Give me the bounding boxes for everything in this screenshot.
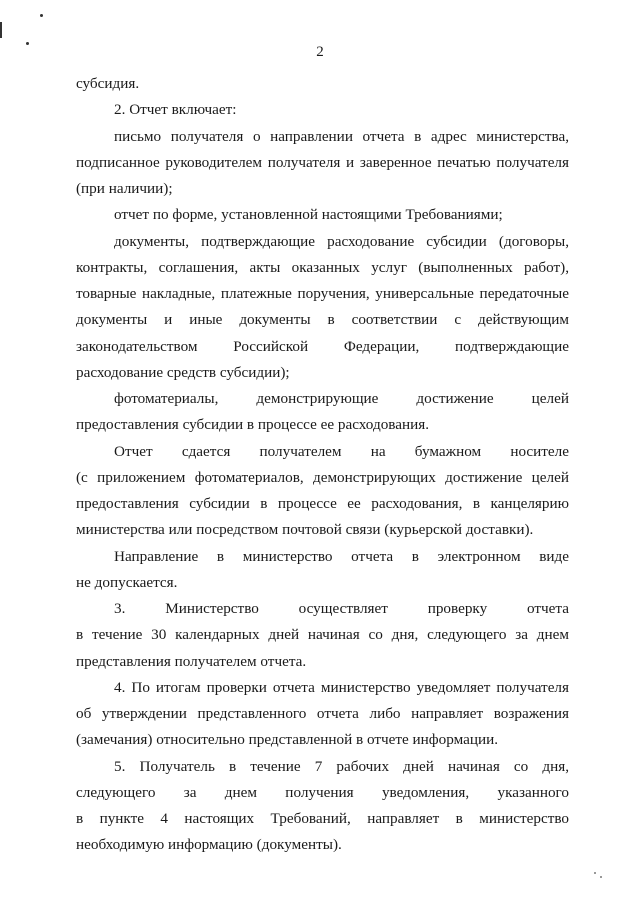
scan-edge-mark xyxy=(0,22,2,38)
text-line: 4. По итогам проверки отчета министерство уведомляет получателя xyxy=(114,679,569,696)
page-number: 2 xyxy=(316,44,324,60)
text-line: законодательством Российской Федерации, подтверждающие xyxy=(76,338,569,355)
text-line: письмо получателя о направлении отчета в адрес министерства, xyxy=(114,128,569,145)
text-line: отчет по форме, установленной настоящими Требованиями; xyxy=(114,206,503,223)
text-line: предоставления субсидии в процессе ее расходования, в канцелярию xyxy=(76,495,569,512)
text-line: предоставления субсидии в процессе ее расходования. xyxy=(76,416,430,433)
text-line: 2. Отчет включает: xyxy=(114,101,237,118)
text-line: фотоматериалы, демонстрирующие достижение целей xyxy=(114,390,569,407)
text-line: подписанное руководителем получателя и заверенное печатью получателя xyxy=(76,154,569,171)
text-line: контракты, соглашения, акты оказанных услуг (выполненных работ), xyxy=(76,259,569,276)
text-line: расходование средств субсидии); xyxy=(76,364,290,381)
scan-speck xyxy=(600,876,602,878)
text-line: в пункте 4 настоящих Требований, направляет в министерство xyxy=(76,810,569,827)
text-line: 3. Министерство осуществляет проверку отчета xyxy=(114,600,569,617)
text-line: министерства или посредством почтовой связи (курьерской доставки). xyxy=(76,521,534,538)
text-line: 5. Получатель в течение 7 рабочих дней начиная со дня, xyxy=(114,758,569,775)
text-line: субсидия. xyxy=(76,75,140,92)
text-line: Отчет сдается получателем на бумажном носителе xyxy=(114,443,569,460)
text-line: документы, подтверждающие расходование субсидии (договоры, xyxy=(114,233,569,250)
text-line: представления получателем отчета. xyxy=(76,653,307,670)
text-line: об утверждении представленного отчета либо направляет возражения xyxy=(76,705,569,722)
text-line: не допускается. xyxy=(76,574,178,591)
scan-speck xyxy=(40,14,43,17)
text-line: (с приложением фотоматериалов, демонстрирующих достижение целей xyxy=(76,469,569,486)
text-line: (замечания) относительно представленной в отчете информации. xyxy=(76,731,499,748)
text-line: Направление в министерство отчета в электронном виде xyxy=(114,548,569,565)
scan-speck xyxy=(594,872,596,874)
text-line: необходимую информацию (документы). xyxy=(76,836,342,853)
text-line: товарные накладные, платежные поручения, универсальные передаточные xyxy=(76,285,569,302)
text-line: (при наличии); xyxy=(76,180,173,197)
text-line: в течение 30 календарных дней начиная со дня, следующего за днем xyxy=(76,626,569,643)
text-line: следующего за днем получения уведомления, указанного xyxy=(76,784,569,801)
text-line: документы и иные документы в соответствии с действующим xyxy=(76,311,569,328)
